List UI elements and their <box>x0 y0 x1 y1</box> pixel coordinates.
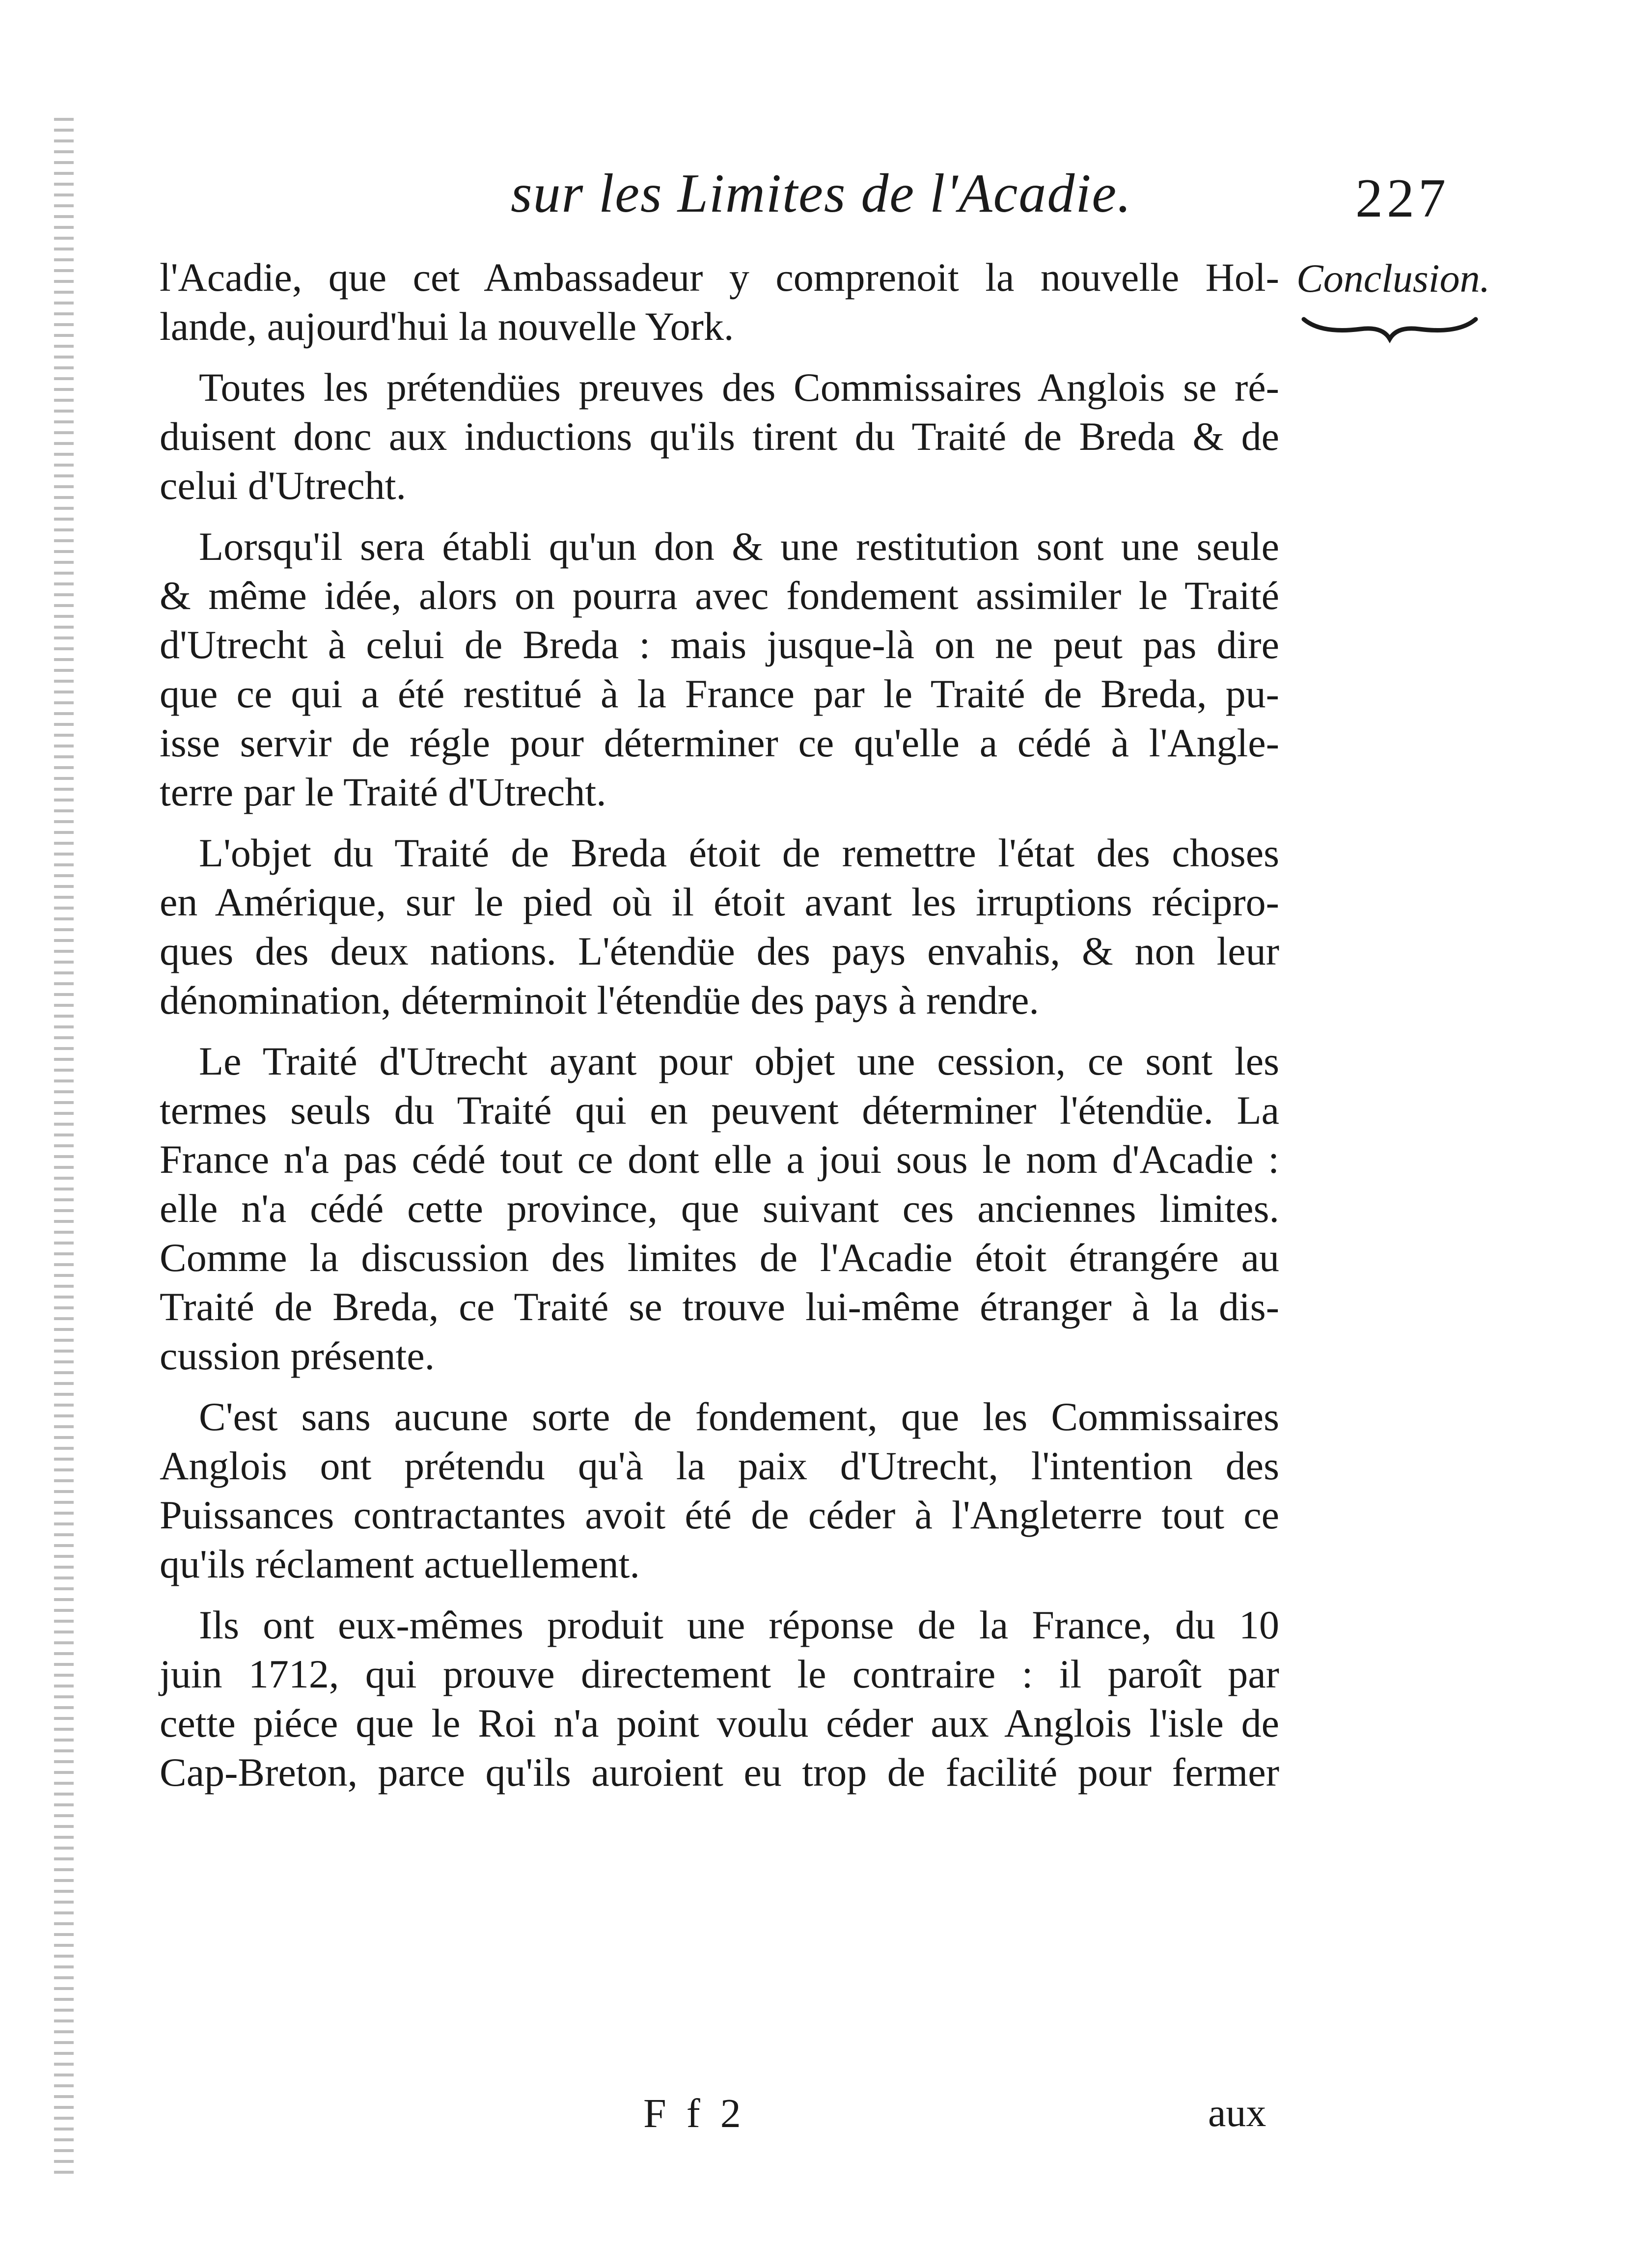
text-line: isse servir de régle pour déterminer ce qu'elle a cédé à l'Angle- <box>160 720 1279 765</box>
paragraph-1 <box>160 253 1279 351</box>
text-line: Traité de Breda, ce Traité se trouve lui-même étranger à la dis- <box>160 1284 1279 1329</box>
paragraph-7 <box>160 1601 1279 1797</box>
text-line: l'Acadie, que cet Ambassadeur y comprenoit la nouvelle Hol- <box>160 255 1279 300</box>
text-line: Comme la discussion des limites de l'Acadie étoit étrangére au <box>160 1235 1279 1280</box>
text-line: Lorsqu'il sera établi qu'un don & une restitution sont une seule <box>199 524 1279 569</box>
text-line: d'Utrecht à celui de Breda : mais jusque-là on ne peut pas dire <box>160 622 1279 667</box>
page-number: 227 <box>1355 168 1450 229</box>
text-line: France n'a pas cédé tout ce dont elle a joui sous le nom d'Acadie : <box>160 1137 1279 1182</box>
text-line: cussion présente. <box>160 1333 435 1378</box>
text-line: lande, aujourd'hui la nouvelle York. <box>160 304 734 349</box>
catchword: aux <box>1208 2090 1266 2135</box>
text-line: Cap-Breton, parce qu'ils auroient eu trop de facilité pour fermer <box>160 1750 1279 1795</box>
text-line: dénomination, déterminoit l'étendüe des pays à rendre. <box>160 978 1039 1023</box>
margin-brace-icon <box>1301 314 1478 344</box>
text-line: que ce qui a été restitué à la France par le Traité de Breda, pu- <box>160 671 1279 716</box>
text-line: & même idée, alors on pourra avec fondement assimiler le Traité <box>160 573 1279 618</box>
paragraph-5 <box>160 1037 1279 1381</box>
text-line: ques des deux nations. L'étendüe des pays envahis, & non leur <box>160 929 1279 973</box>
text-line: juin 1712, qui prouve directement le contraire : il paroît par <box>160 1652 1279 1696</box>
text-line: elle n'a cédé cette province, que suivant ces anciennes limites. <box>160 1186 1279 1231</box>
text-line: terre par le Traité d'Utrecht. <box>160 770 606 814</box>
body-text <box>160 253 1279 1809</box>
text-line: duisent donc aux inductions qu'ils tirent du Traité de Breda & de <box>160 414 1279 459</box>
paragraph-3 <box>160 522 1279 817</box>
text-line: termes seuls du Traité qui en peuvent déterminer l'étendüe. La <box>160 1088 1279 1133</box>
text-line: C'est sans aucune sorte de fondement, que les Commissaires <box>199 1394 1279 1439</box>
running-title: sur les Limites de l'Acadie. <box>511 163 1132 224</box>
margin-note: Conclusion. <box>1296 256 1490 301</box>
signature-mark: F f 2 <box>643 2091 746 2136</box>
text-line: Toutes les prétendües preuves des Commissaires Anglois se ré- <box>199 365 1279 410</box>
paragraph-4 <box>160 829 1279 1025</box>
paragraph-6 <box>160 1392 1279 1589</box>
text-line: L'objet du Traité de Breda étoit de remettre l'état des choses <box>199 830 1279 875</box>
text-line: Ils ont eux-mêmes produit une réponse de la France, du 10 <box>199 1603 1279 1647</box>
text-line: Anglois ont prétendu qu'à la paix d'Utrecht, l'intention des <box>160 1443 1279 1488</box>
text-line: cette piéce que le Roi n'a point voulu céder aux Anglois l'isle de <box>160 1701 1279 1745</box>
text-line: Puissances contractantes avoit été de céder à l'Angleterre tout ce <box>160 1493 1279 1537</box>
text-line: celui d'Utrecht. <box>160 463 407 508</box>
paragraph-2 <box>160 363 1279 510</box>
binding-gutter <box>54 118 74 2181</box>
text-line: en Amérique, sur le pied où il étoit avant les irruptions récipro- <box>160 880 1279 924</box>
text-line: Le Traité d'Utrecht ayant pour objet une cession, ce sont les <box>199 1039 1279 1083</box>
text-line: qu'ils réclament actuellement. <box>160 1542 640 1586</box>
